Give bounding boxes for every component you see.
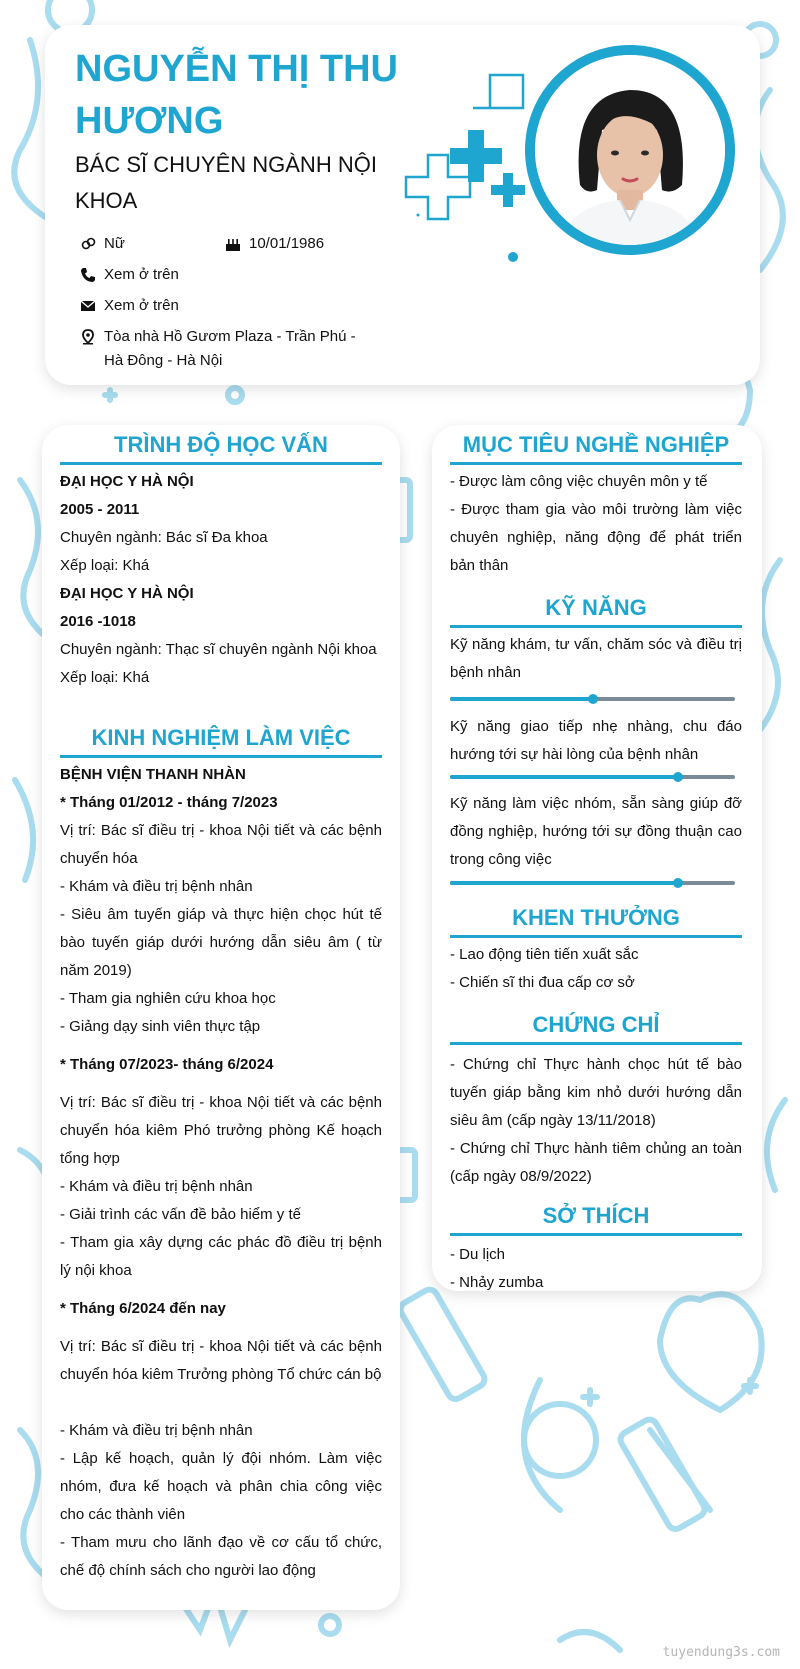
education-grade-1: Xếp loại: Khá (60, 557, 150, 574)
skill-label: Kỹ năng làm việc nhóm, sẵn sàng giúp đỡ đồng nghiệp, hướng tới sự đồng thuận cao trong công việc (450, 795, 742, 868)
experience-item: - Giải trình các vấn đề bảo hiểm y tế (60, 1206, 301, 1223)
phone-icon (80, 267, 96, 283)
experience-item: - Tham gia xây dựng các phác đồ điều trị bệnh lý nội khoa (60, 1234, 382, 1279)
education-grade-2: Xếp loại: Khá (60, 669, 150, 686)
map-pin-icon (80, 329, 96, 345)
experience-item: - Siêu âm tuyến giáp và thực hiện chọc hút tế bào tuyến giáp dưới hướng dẫn siêu âm ( từ năm 2019) (60, 906, 382, 979)
education-title: TRÌNH ĐỘ HỌC VẤN (60, 430, 382, 465)
avatar-ring (525, 45, 735, 255)
phone-value: Xem ở trên (104, 266, 179, 283)
hobbies-title: SỞ THÍCH (450, 1201, 742, 1236)
avatar-photo (535, 55, 725, 245)
profile-header-card (45, 25, 760, 385)
experience-item: - Giảng dạy sinh viên thực tập (60, 1018, 261, 1035)
objective-item: - Được tham gia vào môi trường làm việc chuyên nghiệp, năng động để phát triển bản thân (450, 501, 742, 574)
experience-period-3: * Tháng 6/2024 đến nay (60, 1300, 226, 1317)
experience-item: Vị trí: Bác sĩ điều trị - khoa Nội tiết và các bệnh chuyển hóa (60, 822, 382, 867)
skill-level-knob (673, 772, 683, 782)
skill-level-knob (673, 878, 683, 888)
hobby-item: - Du lịch (450, 1246, 506, 1263)
education-school-2: ĐẠI HỌC Y HÀ NỘI (60, 585, 194, 602)
experience-item: - Khám và điều trị bệnh nhân (60, 878, 253, 895)
experience-item: Vị trí: Bác sĩ điều trị - khoa Nội tiết và các bệnh chuyển hóa kiêm Trưởng phòng Tổ chức cán bộ (60, 1338, 382, 1383)
gender-icon (80, 236, 96, 252)
experience-title: KINH NGHIỆM LÀM VIỆC (60, 723, 382, 758)
experience-item: Vị trí: Bác sĩ điều trị - khoa Nội tiết và các bệnh chuyển hóa kiêm Phó trưởng phòng Kế hoạch tổng hợp (60, 1094, 382, 1167)
gender-value: Nữ (104, 235, 125, 252)
experience-period-2: * Tháng 07/2023- tháng 6/2024 (60, 1056, 274, 1073)
skill-level-bar (450, 881, 735, 885)
experience-item: - Lập kế hoạch, quản lý đội nhóm. Làm việc nhóm, đưa kế hoạch và phân chia công việc cho các thành viên (60, 1450, 382, 1523)
experience-item: - Khám và điều trị bệnh nhân (60, 1178, 253, 1195)
cake-icon (225, 236, 241, 252)
experience-company: BỆNH VIỆN THANH NHÀN (60, 766, 246, 783)
skill-level-bar (450, 697, 735, 701)
hobby-item: - Nhảy zumba (450, 1274, 544, 1291)
skill-level-knob (588, 694, 598, 704)
education-major-2: Chuyên ngành: Thạc sĩ chuyên ngành Nội khoa (60, 641, 377, 658)
experience-period-1: * Tháng 01/2012 - tháng 7/2023 (60, 794, 278, 811)
skill-level-fill (450, 775, 678, 779)
birthday-value: 10/01/1986 (249, 235, 325, 252)
award-item: - Lao động tiên tiến xuất sắc (450, 946, 639, 963)
skill-label: Kỹ năng giao tiếp nhẹ nhàng, chu đáo hướng tới sự hài lòng của bệnh nhân (450, 718, 742, 763)
award-item: - Chiến sĩ thi đua cấp cơ sở (450, 974, 635, 991)
education-period-2: 2016 -1018 (60, 613, 136, 630)
education-major-1: Chuyên ngành: Bác sĩ Đa khoa (60, 529, 268, 546)
skill-label: Kỹ năng khám, tư vấn, chăm sóc và điều trị bệnh nhân (450, 636, 742, 681)
awards-title: KHEN THƯỞNG (450, 903, 742, 938)
skills-title: KỸ NĂNG (450, 593, 742, 628)
education-school-1: ĐẠI HỌC Y HÀ NỘI (60, 473, 194, 490)
experience-item: - Khám và điều trị bệnh nhân (60, 1422, 253, 1439)
envelope-icon (80, 298, 96, 314)
site-watermark: tuyendung3s.com (662, 1645, 780, 1660)
email-value: Xem ở trên (104, 297, 179, 314)
objective-title: MỤC TIÊU NGHỀ NGHIỆP (450, 430, 742, 465)
skill-level-fill (450, 881, 678, 885)
certificate-item: - Chứng chỉ Thực hành chọc hút tế bào tuyến giáp bằng kim nhỏ dưới hướng dẫn siêu âm (cấp ngày 13/11/2018) (450, 1056, 742, 1129)
left-column-card (42, 425, 400, 1610)
skill-level-bar (450, 775, 735, 779)
avatar (535, 55, 725, 245)
skill-level-fill (450, 697, 593, 701)
right-column-card (432, 425, 762, 1291)
experience-item: - Tham gia nghiên cứu khoa học (60, 990, 276, 1007)
candidate-name: NGUYỄN THỊ THU HƯƠNG (75, 48, 398, 142)
candidate-job-title: BÁC SĨ CHUYÊN NGÀNH NỘI KHOA (75, 152, 377, 213)
address-value: Tòa nhà Hồ Gươm Plaza - Trần Phú - Hà Đông - Hà Nội (104, 328, 356, 369)
certificates-title: CHỨNG CHỈ (450, 1010, 742, 1045)
experience-item: - Tham mưu cho lãnh đạo về cơ cấu tổ chức, chế độ chính sách cho người lao động (60, 1534, 382, 1579)
education-period-1: 2005 - 2011 (60, 501, 140, 518)
certificate-item: - Chứng chỉ Thực hành tiêm chủng an toàn (cấp ngày 08/9/2022) (450, 1140, 742, 1185)
objective-item: - Được làm công việc chuyên môn y tế (450, 473, 708, 490)
